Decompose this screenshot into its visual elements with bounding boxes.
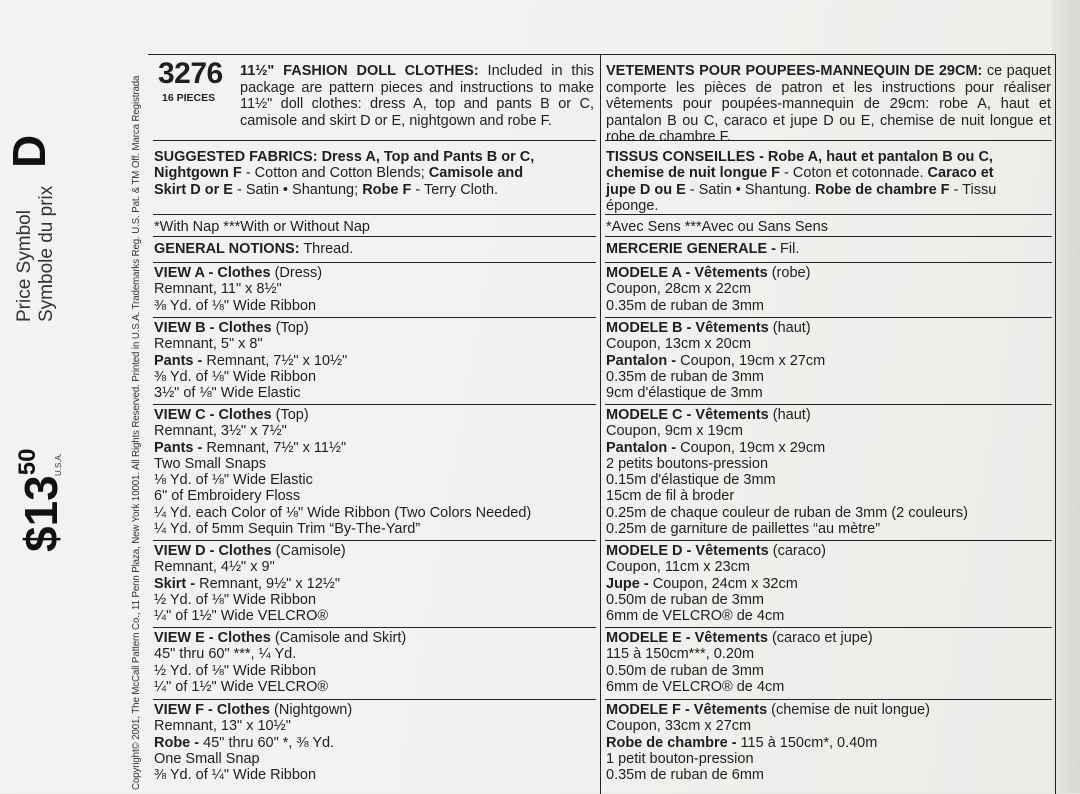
view-title	[606, 543, 1051, 559]
view-title-sub: (Camisole)	[271, 543, 346, 559]
requirement-line-part: 9cm d'élastique de 3mm	[606, 385, 763, 402]
requirement-line	[154, 505, 596, 521]
requirement-line	[154, 679, 596, 695]
row-divider	[153, 214, 596, 215]
fabrics-en-line	[154, 182, 596, 198]
requirement-line	[606, 735, 1051, 751]
fabrics-fr-line-part: Caraco et	[927, 165, 994, 182]
nap-note-fr-text: *Avec Sens ***Avec ou Sans Sens	[606, 219, 828, 235]
requirement-line-part: 0.15m d'élastique de 3mm	[606, 472, 776, 489]
view-title	[154, 265, 596, 281]
requirement-line-part: Remnant, 3½" x 7½"	[154, 423, 287, 440]
view-title	[154, 407, 596, 423]
requirement-line-part: Skirt -	[154, 575, 196, 592]
requirement-line-part: ⅛ Yd. of ⅛" Wide Elastic	[154, 472, 313, 489]
view-title-sub: (robe)	[767, 265, 811, 281]
notions-en-label: GENERAL NOTIONS:	[154, 241, 300, 257]
requirement-line	[154, 281, 596, 297]
view-title	[606, 407, 1051, 423]
view-title	[154, 702, 596, 718]
row-divider	[605, 214, 1052, 215]
fabrics-fr	[606, 149, 1051, 214]
fabrics-fr-line	[606, 198, 1051, 214]
requirement-line-part: Two Small Snaps	[154, 455, 267, 472]
requirement-line-part: 0.25m de garniture de paillettes “au mètre”	[606, 521, 881, 538]
notions-en-value: Thread.	[299, 241, 354, 257]
view-title-sub: (haut)	[768, 407, 811, 423]
price-symbol-label-fr: Symbole du prix	[36, 185, 57, 322]
requirement-line	[154, 472, 596, 488]
requirement-line-part: ⅜ Yd. of ⅛" Wide Ribbon	[154, 297, 317, 314]
fabrics-fr-line-part: éponge.	[606, 197, 659, 214]
view-title-bold: VIEW E - Clothes	[154, 630, 271, 646]
fabrics-en-line-part: - Terry Cloth.	[411, 181, 499, 198]
row-divider	[605, 236, 1052, 237]
view-title-sub: (caraco)	[768, 543, 826, 559]
piece-count: 16 PIECES	[162, 92, 216, 104]
requirement-line	[606, 472, 1051, 488]
notions-fr-value: Fil.	[776, 241, 800, 257]
row-divider	[605, 140, 1052, 141]
requirement-line	[154, 423, 596, 439]
requirement-line-part: Remnant, 13" x 10½"	[154, 718, 291, 735]
fabrics-en-line-part: Camisole and	[428, 165, 524, 182]
requirement-line	[606, 767, 1051, 783]
requirement-line	[606, 353, 1051, 369]
intro-fr-body: ce paquet comporte les pièces de patron et les instructions pour réaliser vêtements pour poupées-mannequin de 29cm: robe A, haut et pantalon B ou C, caraco et jupe D ou E, chemise de nuit longue et robe de chambre F.	[606, 63, 1051, 145]
fabrics-fr-line-part: Robe de chambre F	[814, 181, 950, 198]
requirement-line	[606, 646, 1051, 662]
view-title-bold: MODELE C - Vêtements	[606, 407, 769, 423]
requirement-line-part: 0.50m de ruban de 3mm	[606, 591, 764, 608]
view-title-sub: (haut)	[768, 320, 811, 336]
requirement-line	[154, 440, 596, 456]
requirement-line-part: Coupon, 33cm x 27cm	[606, 718, 752, 735]
requirement-line	[606, 576, 1051, 592]
fabrics-en-line-part: Skirt D or E	[154, 181, 233, 198]
view-title-bold: VIEW B - Clothes	[154, 320, 272, 336]
requirement-line	[154, 735, 596, 751]
requirement-line-part: 45" thru 60" ***, ¼ Yd.	[154, 646, 297, 663]
view-title-sub: (Top)	[271, 407, 309, 423]
requirement-line	[606, 369, 1051, 385]
nap-note-en-text: *With Nap ***With or Without Nap	[154, 219, 370, 235]
row-divider	[153, 262, 596, 263]
requirement-line-part: One Small Snap	[154, 750, 260, 767]
requirement-line-part: 0.35m de ruban de 3mm	[606, 368, 764, 385]
view-en-2	[154, 320, 596, 401]
requirement-line	[606, 505, 1051, 521]
requirement-line	[606, 488, 1051, 504]
nap-note-fr	[606, 219, 1051, 235]
requirement-line-part: 6" of Embroidery Floss	[154, 488, 301, 505]
requirement-line	[606, 423, 1051, 439]
requirement-line	[154, 298, 596, 314]
row-divider	[605, 540, 1052, 541]
view-title-bold: VIEW A - Clothes	[154, 265, 271, 281]
requirement-line-part: Coupon, 9cm x 19cm	[606, 423, 744, 440]
requirement-line	[154, 456, 596, 472]
requirement-line	[606, 592, 1051, 608]
legal-notice: Copyright© 2001, The McCall Pattern Co., 11 Penn Plaza, New York 10001. All Rights Reserved. Printed in U.S.A. Trademarks Reg. U.S. Pat. & TM Off. Marca Registrada	[131, 75, 142, 790]
requirement-line-part: Robe de chambre -	[606, 734, 737, 751]
requirement-line-part: 2 petits boutons-pression	[606, 455, 769, 472]
row-divider	[153, 404, 596, 405]
requirement-line	[606, 521, 1051, 537]
view-title	[154, 630, 596, 646]
price-country: U.S.A.	[54, 452, 63, 476]
requirement-line	[606, 385, 1051, 401]
size-letter: D	[3, 134, 55, 168]
row-divider	[153, 140, 596, 141]
row-divider	[605, 627, 1052, 628]
fabrics-fr-line-part: chemise de nuit longue F	[606, 165, 781, 182]
requirement-line-part: Jupe -	[606, 575, 649, 592]
requirement-line	[154, 488, 596, 504]
row-divider	[605, 317, 1052, 318]
requirement-line-part: Remnant, 5" x 8"	[154, 336, 263, 353]
pattern-number: 3276	[158, 57, 223, 90]
requirement-line	[154, 646, 596, 662]
requirement-line	[154, 353, 596, 369]
intro-en	[240, 63, 594, 129]
requirement-line-part: 0.50m de ruban de 3mm	[606, 662, 764, 679]
requirement-line	[606, 663, 1051, 679]
fabrics-fr-line-part: TISSUS CONSEILLES - Robe A, haut et pantalon B ou C,	[606, 149, 993, 165]
view-title	[606, 265, 1051, 281]
requirement-line	[606, 679, 1051, 695]
requirement-line-part: 115 à 150cm***, 0.20m	[606, 646, 755, 663]
fabrics-en-line-part: Robe F	[362, 181, 412, 198]
row-divider	[153, 627, 596, 628]
fabrics-fr-line-part: - Satin • Shantung.	[685, 181, 815, 198]
requirement-line-part: 1 petit bouton-pression	[606, 750, 754, 767]
requirement-line-part: ¼" of 1½" Wide VELCRO®	[154, 608, 329, 625]
requirement-line	[606, 281, 1051, 297]
intro-fr	[606, 63, 1051, 146]
requirement-line-part: Remnant, 9½" x 12½"	[195, 575, 340, 592]
view-title	[606, 630, 1051, 646]
notions-en	[154, 241, 596, 257]
requirement-line	[606, 298, 1051, 314]
row-divider	[153, 317, 596, 318]
requirement-line-part: Coupon, 11cm x 23cm	[606, 559, 750, 576]
view-title-bold: VIEW F - Clothes	[154, 702, 270, 718]
requirement-line	[154, 576, 596, 592]
row-divider	[605, 699, 1052, 700]
fabrics-en-line-part: Nightgown F	[154, 165, 242, 182]
fabrics-en	[154, 149, 596, 198]
requirement-line-part: Coupon, 19cm x 27cm	[676, 352, 826, 369]
requirement-line-part: Coupon, 24cm x 32cm	[648, 575, 798, 592]
requirement-line	[154, 751, 596, 767]
requirement-line-part: Remnant, 11" x 8½"	[154, 281, 282, 298]
fabrics-fr-line-part: - Coton et cotonnade.	[780, 165, 928, 182]
requirement-line-part: ½ Yd. of ⅛" Wide Ribbon	[154, 591, 317, 608]
requirement-line-part: Pantalon -	[606, 439, 677, 456]
nap-note-en	[154, 219, 596, 235]
view-title-bold: MODELE A - Vêtements	[606, 265, 768, 281]
view-en-5	[154, 630, 596, 695]
view-title	[606, 320, 1051, 336]
row-divider	[153, 236, 596, 237]
requirement-line	[154, 521, 596, 537]
row-divider	[153, 540, 596, 541]
view-title-sub: (Nightgown)	[270, 702, 353, 718]
view-title-sub: (Top)	[271, 320, 309, 336]
fabrics-en-line	[154, 149, 596, 165]
info-table	[148, 54, 1056, 794]
requirement-line	[154, 559, 596, 575]
view-title-bold: MODELE B - Vêtements	[606, 320, 769, 336]
row-divider	[605, 404, 1052, 405]
view-fr-6	[606, 702, 1051, 783]
requirement-line-part: 15cm de fil à broder	[606, 488, 735, 505]
view-fr-4	[606, 543, 1051, 624]
intro-fr-title: VETEMENTS POUR POUPEES-MANNEQUIN DE 29CM:	[606, 63, 983, 79]
requirement-line-part: Robe -	[154, 734, 200, 751]
requirement-line	[606, 751, 1051, 767]
paper-edge	[1052, 0, 1080, 793]
view-fr-2	[606, 320, 1051, 401]
column-divider	[600, 55, 601, 794]
requirement-line	[606, 440, 1051, 456]
view-title	[606, 702, 1051, 718]
view-title-bold: VIEW C - Clothes	[154, 407, 272, 423]
requirement-line-part: Coupon, 28cm x 22cm	[606, 281, 752, 298]
requirement-line	[606, 718, 1051, 734]
requirement-line-part: ⅜ Yd. of ⅛" Wide Ribbon	[154, 368, 317, 385]
fabrics-en-line-part: - Satin • Shantung;	[232, 181, 363, 198]
view-title-sub: (Dress)	[270, 265, 323, 281]
requirement-line-part: Remnant, 4½" x 9"	[154, 559, 275, 576]
intro-en-title: 11½" FASHION DOLL CLOTHES:	[240, 63, 479, 79]
fabrics-fr-line	[606, 165, 1051, 181]
requirement-line	[154, 336, 596, 352]
view-en-4	[154, 543, 596, 624]
price-cents: 50	[13, 448, 41, 476]
requirement-line-part: Remnant, 7½" x 11½"	[202, 439, 347, 456]
requirement-line	[154, 767, 596, 783]
requirement-line-part: Pants -	[154, 352, 203, 369]
view-title-sub: (Camisole and Skirt)	[270, 630, 407, 646]
requirement-line-part: ⅜ Yd. of ¼" Wide Ribbon	[154, 767, 317, 784]
requirement-line-part: Coupon, 19cm x 29cm	[676, 439, 826, 456]
fabrics-en-line	[154, 165, 596, 181]
table-right-border	[1055, 55, 1056, 794]
requirement-line-part: 6mm de VELCRO® de 4cm	[606, 678, 785, 695]
fabrics-fr-line	[606, 149, 1051, 165]
requirement-line-part: Coupon, 13cm x 20cm	[606, 336, 752, 353]
fabrics-en-line-part: SUGGESTED FABRICS: Dress A, Top and Pants B or C,	[154, 149, 535, 165]
requirement-line-part: Pantalon -	[606, 352, 677, 369]
view-en-1	[154, 265, 596, 314]
fabrics-en-line-part: - Cotton and Cotton Blends;	[241, 165, 429, 182]
view-title-bold: MODELE D - Vêtements	[606, 543, 769, 559]
requirement-line-part: 45" thru 60" *, ⅜ Yd.	[199, 734, 335, 751]
price-symbol-label-en: Price Symbol	[14, 210, 35, 322]
view-en-6	[154, 702, 596, 783]
requirement-line	[154, 608, 596, 624]
requirement-line	[606, 336, 1051, 352]
requirement-line	[154, 369, 596, 385]
view-title-sub: (caraco et jupe)	[767, 630, 873, 646]
requirement-line-part: 6mm de VELCRO® de 4cm	[606, 608, 785, 625]
notions-fr	[606, 241, 1051, 257]
view-title	[154, 543, 596, 559]
requirement-line-part: ¼ Yd. each Color of ⅛" Wide Ribbon (Two Colors Needed)	[154, 504, 532, 521]
view-fr-1	[606, 265, 1051, 314]
requirement-line	[606, 559, 1051, 575]
requirement-line	[154, 385, 596, 401]
view-title-bold: VIEW D - Clothes	[154, 543, 272, 559]
view-title	[154, 320, 596, 336]
requirement-line-part: ¼" of 1½" Wide VELCRO®	[154, 678, 329, 695]
view-en-3	[154, 407, 596, 537]
price-main: $13	[15, 475, 67, 552]
requirement-line-part: 3½" of ⅛" Wide Elastic	[154, 385, 301, 402]
row-divider	[153, 699, 596, 700]
view-title-bold: MODELE E - Vêtements	[606, 630, 768, 646]
row-divider	[605, 262, 1052, 263]
requirement-line-part: Pants -	[154, 439, 203, 456]
requirement-line-part: 0.35m de ruban de 3mm	[606, 297, 764, 314]
view-title-bold: MODELE F - Vêtements	[606, 702, 768, 718]
view-fr-3	[606, 407, 1051, 537]
fabrics-fr-line-part: - Tissu	[949, 181, 997, 198]
requirement-line	[154, 718, 596, 734]
requirement-line	[154, 663, 596, 679]
notions-fr-label: MERCERIE GENERALE -	[606, 241, 776, 257]
requirement-line	[606, 456, 1051, 472]
requirement-line-part: 0.35m de ruban de 6mm	[606, 767, 764, 784]
requirement-line-part: 0.25m de chaque couleur de ruban de 3mm (2 couleurs)	[606, 504, 968, 521]
intro-en-body: Included in this package are pattern pieces and instructions to make 11½" doll clothes: dress A, top and pants B or C, camisole and skirt D or E, nightgown and robe F.	[240, 63, 594, 129]
view-fr-5	[606, 630, 1051, 695]
requirement-line-part: 115 à 150cm*, 0.40m	[736, 734, 878, 751]
requirement-line-part: ¼ Yd. of 5mm Sequin Trim “By-The-Yard”	[154, 521, 421, 538]
view-title-sub: (chemise de nuit longue)	[767, 702, 930, 718]
fabrics-fr-line-part: jupe D ou E	[606, 181, 686, 198]
requirement-line-part: ½ Yd. of ⅛" Wide Ribbon	[154, 662, 317, 679]
requirement-line	[154, 592, 596, 608]
requirement-line-part: Remnant, 7½" x 10½"	[202, 352, 348, 369]
requirement-line	[606, 608, 1051, 624]
fabrics-fr-line	[606, 182, 1051, 198]
